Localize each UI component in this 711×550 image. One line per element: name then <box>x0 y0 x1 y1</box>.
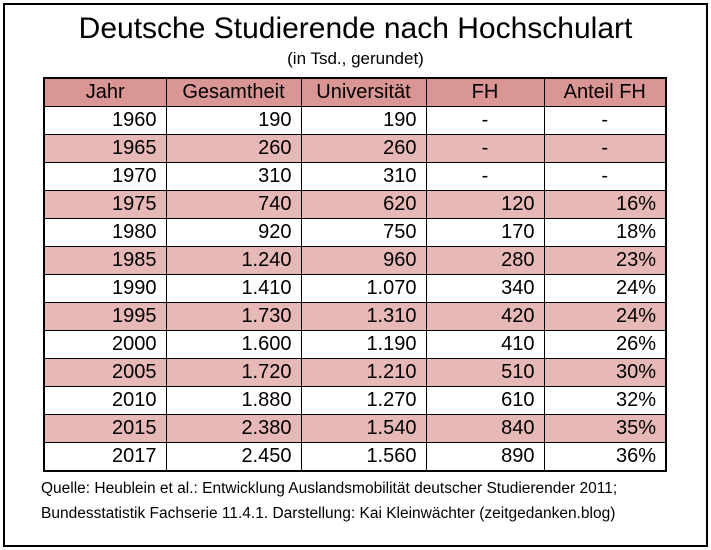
column-header-anteil-fh: Anteil FH <box>544 78 666 107</box>
cell-anteil-fh-2005: 30% <box>544 359 666 387</box>
table-row-1985 <box>44 247 666 275</box>
cell-jahr-1970: 1970 <box>44 163 166 191</box>
table-row-1960 <box>44 107 666 135</box>
cell-universit-t-2000: 1.190 <box>301 331 426 359</box>
cell-anteil-fh-1965: - <box>544 135 666 163</box>
cell-fh-2017: 890 <box>426 443 544 472</box>
cell-universit-t-1985: 960 <box>301 247 426 275</box>
cell-fh-1965: - <box>426 135 544 163</box>
cell-universit-t-2015: 1.540 <box>301 415 426 443</box>
cell-jahr-2015: 2015 <box>44 415 166 443</box>
cell-universit-t-1990: 1.070 <box>301 275 426 303</box>
table-row-1970 <box>44 163 666 191</box>
table-row-2000 <box>44 331 666 359</box>
cell-gesamtheit-1990: 1.410 <box>166 275 301 303</box>
cell-universit-t-2005: 1.210 <box>301 359 426 387</box>
table-row-1990 <box>44 275 666 303</box>
cell-gesamtheit-1980: 920 <box>166 219 301 247</box>
cell-jahr-1995: 1995 <box>44 303 166 331</box>
cell-gesamtheit-2000: 1.600 <box>166 331 301 359</box>
cell-fh-1980: 170 <box>426 219 544 247</box>
cell-anteil-fh-1990: 24% <box>544 275 666 303</box>
cell-jahr-2000: 2000 <box>44 331 166 359</box>
source-note <box>41 477 706 526</box>
cell-universit-t-2017: 1.560 <box>301 443 426 472</box>
cell-anteil-fh-1970: - <box>544 163 666 191</box>
cell-jahr-1985: 1985 <box>44 247 166 275</box>
cell-jahr-2010: 2010 <box>44 387 166 415</box>
cell-universit-t-1995: 1.310 <box>301 303 426 331</box>
cell-gesamtheit-1965: 260 <box>166 135 301 163</box>
column-header-universit-t: Universität <box>301 78 426 107</box>
cell-jahr-1975: 1975 <box>44 191 166 219</box>
source-note-line-2: Bundesstatistik Fachserie 11.4.1. Darstellung: Kai Kleinwächter (zeitgedanken.blog) <box>41 504 616 522</box>
source-note-line-1: Quelle: Heublein et al.: Entwicklung Auslandsmobilität deutscher Studierender 2011; <box>41 480 618 497</box>
cell-jahr-1960: 1960 <box>44 107 166 135</box>
cell-anteil-fh-2000: 26% <box>544 331 666 359</box>
cell-universit-t-1965: 260 <box>301 135 426 163</box>
cell-gesamtheit-2010: 1.880 <box>166 387 301 415</box>
cell-fh-1960: - <box>426 107 544 135</box>
cell-gesamtheit-1985: 1.240 <box>166 247 301 275</box>
cell-jahr-1990: 1990 <box>44 275 166 303</box>
cell-universit-t-1960: 190 <box>301 107 426 135</box>
cell-fh-2005: 510 <box>426 359 544 387</box>
table-row-2017 <box>44 443 666 472</box>
cell-jahr-2005: 2005 <box>44 359 166 387</box>
cell-gesamtheit-2005: 1.720 <box>166 359 301 387</box>
cell-gesamtheit-1995: 1.730 <box>166 303 301 331</box>
cell-jahr-2017: 2017 <box>44 443 166 472</box>
cell-anteil-fh-1960: - <box>544 107 666 135</box>
cell-fh-2000: 410 <box>426 331 544 359</box>
students-by-hochschulart-table <box>43 77 667 472</box>
cell-gesamtheit-1975: 740 <box>166 191 301 219</box>
cell-fh-1975: 120 <box>426 191 544 219</box>
cell-fh-1995: 420 <box>426 303 544 331</box>
page-subtitle: (in Tsd., gerundet) <box>287 49 424 68</box>
cell-fh-2015: 840 <box>426 415 544 443</box>
cell-anteil-fh-1995: 24% <box>544 303 666 331</box>
table-row-1995 <box>44 303 666 331</box>
page-frame <box>3 3 708 547</box>
cell-anteil-fh-1975: 16% <box>544 191 666 219</box>
cell-anteil-fh-2017: 36% <box>544 443 666 472</box>
table-row-2005 <box>44 359 666 387</box>
page-title: Deutsche Studierende nach Hochschulart <box>78 12 633 45</box>
cell-anteil-fh-2015: 35% <box>544 415 666 443</box>
column-header-jahr: Jahr <box>44 78 166 107</box>
table-row-1965 <box>44 135 666 163</box>
column-header-gesamtheit: Gesamtheit <box>166 78 301 107</box>
cell-universit-t-1970: 310 <box>301 163 426 191</box>
cell-universit-t-2010: 1.270 <box>301 387 426 415</box>
cell-jahr-1980: 1980 <box>44 219 166 247</box>
cell-universit-t-1980: 750 <box>301 219 426 247</box>
table-body <box>44 107 666 472</box>
table-row-2010 <box>44 387 666 415</box>
cell-anteil-fh-1980: 18% <box>544 219 666 247</box>
table-row-1975 <box>44 191 666 219</box>
cell-universit-t-1975: 620 <box>301 191 426 219</box>
table-header-row <box>44 78 666 107</box>
cell-anteil-fh-2010: 32% <box>544 387 666 415</box>
column-header-fh: FH <box>426 78 544 107</box>
cell-gesamtheit-2015: 2.380 <box>166 415 301 443</box>
cell-fh-1970: - <box>426 163 544 191</box>
cell-jahr-1965: 1965 <box>44 135 166 163</box>
cell-gesamtheit-1960: 190 <box>166 107 301 135</box>
table-row-2015 <box>44 415 666 443</box>
cell-gesamtheit-1970: 310 <box>166 163 301 191</box>
cell-gesamtheit-2017: 2.450 <box>166 443 301 472</box>
table-row-1980 <box>44 219 666 247</box>
cell-anteil-fh-1985: 23% <box>544 247 666 275</box>
cell-fh-1990: 340 <box>426 275 544 303</box>
cell-fh-2010: 610 <box>426 387 544 415</box>
cell-fh-1985: 280 <box>426 247 544 275</box>
